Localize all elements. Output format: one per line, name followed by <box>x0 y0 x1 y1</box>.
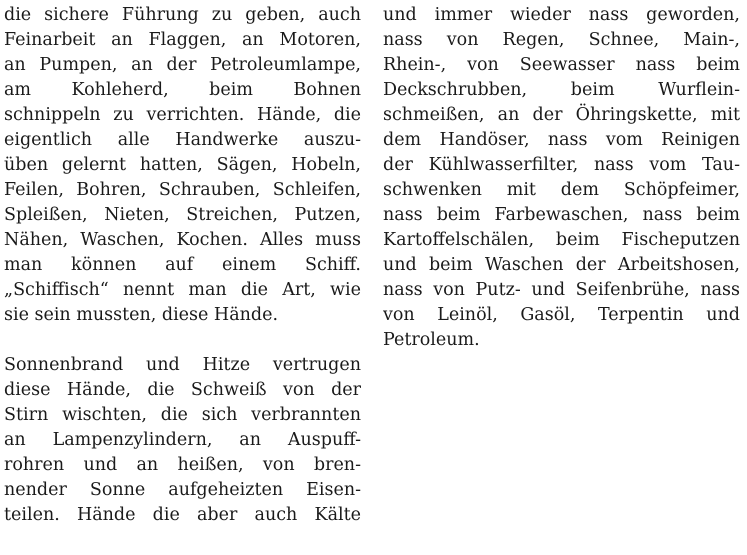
text-line: „Schiffisch“ nennt man die Art, wie <box>4 280 361 300</box>
text-line: üben gelernt hatten, Sägen, Hobeln, <box>4 155 361 175</box>
text-line: Kartoffelschälen, beim Fischeputzen <box>383 230 740 250</box>
text-line: eigentlich alle Handwerke auszu- <box>4 130 361 150</box>
text-line: nass beim Farbewaschen, nass beim <box>383 205 740 225</box>
right-column <box>383 3 740 353</box>
text-line: rohren und an heißen, von bren- <box>4 455 361 475</box>
text-line: Feilen, Bohren, Schrauben, Schleifen, <box>4 180 361 200</box>
text-line: von Leinöl, Gasöl, Terpentin und <box>383 305 740 325</box>
text-line: Nähen, Waschen, Kochen. Alles muss <box>4 230 361 250</box>
text-line: schmeißen, an der Öhringskette, mit <box>383 105 740 125</box>
text-line: und beim Waschen der Arbeitshosen, <box>383 255 740 275</box>
text-line: an Pumpen, an der Petroleumlampe, <box>4 55 361 75</box>
text-line: man können auf einem Schiff. <box>4 255 361 275</box>
text-line: Feinarbeit an Flaggen, an Motoren, <box>4 30 361 50</box>
text-line: nass von Putz- und Seifenbrühe, nass <box>383 280 740 300</box>
left-paragraph-2 <box>4 353 361 528</box>
text-line: und immer wieder nass geworden, <box>383 5 740 25</box>
text-line: diese Hände, die Schweiß von der <box>4 380 361 400</box>
text-line: an Lampenzylindern, an Auspuff- <box>4 430 361 450</box>
text-line: dem Handöser, nass vom Reinigen <box>383 130 740 150</box>
text-line: teilen. Hände die aber auch Kälte <box>4 505 361 525</box>
left-column <box>4 3 361 528</box>
text-line: Sonnenbrand und Hitze vertrugen <box>4 355 361 375</box>
text-line: nender Sonne aufgeheizten Eisen- <box>4 480 361 500</box>
right-paragraph-1 <box>383 3 740 353</box>
text-line: Stirn wischten, die sich verbrannten <box>4 405 361 425</box>
text-line: nass von Regen, Schnee, Main-, <box>383 30 740 50</box>
text-line: Rhein-, von Seewasser nass beim <box>383 55 740 75</box>
text-line: Petroleum. <box>383 330 480 350</box>
text-line: am Kohleherd, beim Bohnen <box>4 80 361 100</box>
paragraph-gap <box>4 328 361 353</box>
text-line: schwenken mit dem Schöpfeimer, <box>383 180 740 200</box>
text-line: der Kühlwasserfilter, nass vom Tau- <box>383 155 740 175</box>
text-line: Spleißen, Nieten, Streichen, Putzen, <box>4 205 361 225</box>
text-line: Deckschrubben, beim Wurflein- <box>383 80 740 100</box>
text-line: die sichere Führung zu geben, auch <box>4 5 361 25</box>
left-paragraph-1 <box>4 3 361 328</box>
text-line: schnippeln zu verrichten. Hände, die <box>4 105 361 125</box>
text-line: sie sein mussten, diese Hände. <box>4 305 279 325</box>
